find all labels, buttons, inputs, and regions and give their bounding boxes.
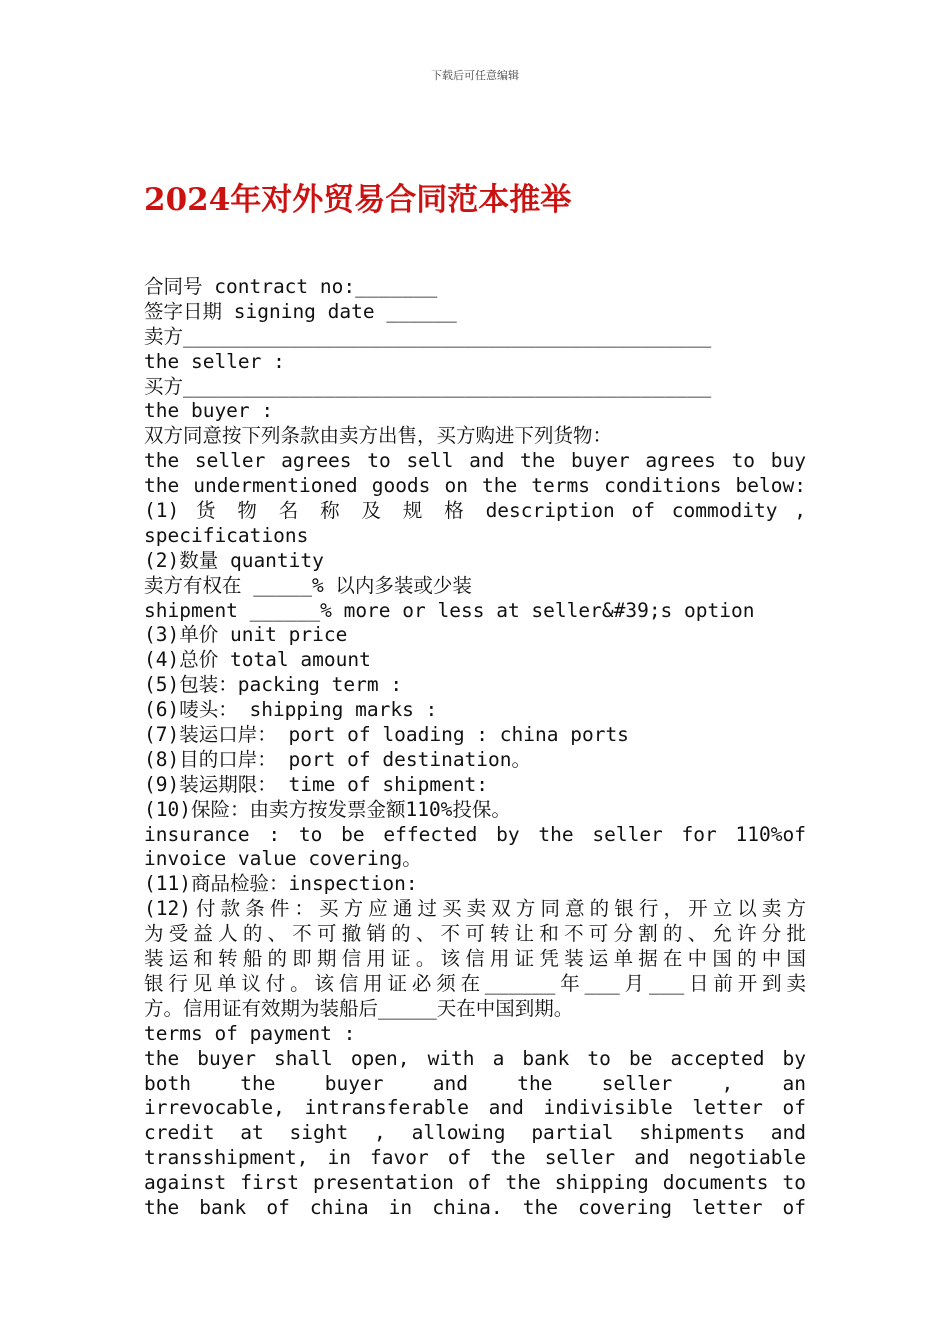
clause-12-payment-cn-1: (12)付款条件：买方应通过买卖双方同意的银行，开立以卖方 (144, 897, 806, 921)
payment-en-2: both the buyer and the seller , an (144, 1071, 806, 1095)
clause-12-payment-cn-5: 方。信用证有效期为装船后_____天在中国到期。 (144, 996, 574, 1020)
clause-7-port-of-loading: (7)装运口岸： port of loading : china ports (144, 723, 629, 747)
clause-1-specifications: specifications (144, 523, 309, 547)
payment-en-7: the bank of china in china. the covering letter of (144, 1195, 806, 1219)
seller-line: 卖方_____________________________________________ (144, 324, 712, 348)
agreement-line-en-2: the undermentioned goods on the terms conditions below: (144, 474, 806, 498)
buyer-label-line: the buyer : (144, 399, 274, 423)
clause-10-insurance-cn: (10)保险：由卖方按发票金额110%投保。 (144, 797, 511, 821)
agreement-line-cn: 双方同意按下列条款由卖方出售，买方购进下列货物： (144, 424, 613, 448)
clause-5-packing: (5)包装：packing term : (144, 673, 403, 697)
clause-2-quantity: (2)数量 quantity (144, 548, 324, 572)
clause-12-payment-cn-2: 为受益人的、不可撤销的、不可转让和不可分割的、允许分批 (144, 922, 806, 946)
clause-4-total-amount: (4)总价 total amount (144, 648, 371, 672)
clause-12-payment-cn-4: 银行见单议付。该信用证必须在______年___月___日前开到卖 (144, 971, 806, 995)
contract-body (144, 275, 806, 1221)
clause-6-shipping-marks: (6)唛头： shipping marks : (144, 698, 438, 722)
payment-en-6: against first presentation of the shipping documents to (144, 1171, 806, 1195)
document-title: 2024年对外贸易合同范本推举 (144, 182, 572, 218)
payment-en-1: the buyer shall open, with a bank to be accepted by (144, 1046, 806, 1070)
signing-date-line: 签字日期 signing date ______ (144, 299, 457, 323)
clause-2-tolerance-en: shipment ______% more or less at seller&#39;s option (144, 598, 755, 622)
clause-10-insurance-en-1: insurance : to be effected by the seller for 110%of (144, 822, 806, 846)
clause-9-time-of-shipment: (9)装运期限： time of shipment: (144, 772, 489, 796)
page-header-note: 下载后可任意编辑 (431, 69, 519, 82)
payment-en-5: transshipment, in favor of the seller and negotiable (144, 1146, 806, 1170)
clause-1-description: (1) 货 物 名 称 及 规 格 description of commodity , (144, 499, 806, 523)
clause-10-insurance-en-2: invoice value covering。 (144, 847, 422, 871)
payment-en-4: credit at sight , allowing partial shipments and (144, 1121, 806, 1145)
terms-of-payment-label: terms of payment : (144, 1021, 356, 1045)
clause-11-inspection: (11)商品检验：inspection: (144, 872, 418, 896)
agreement-line-en-1: the seller agrees to sell and the buyer agrees to buy (144, 449, 806, 473)
contract-number-line: 合同号 contract no:_______ (144, 275, 438, 298)
seller-label-line: the seller : (144, 349, 285, 373)
clause-3-unit-price: (3)单价 unit price (144, 623, 348, 647)
payment-en-3: irrevocable, intransferable and indivisible letter of (144, 1096, 806, 1120)
clause-8-port-of-destination: (8)目的口岸： port of destination。 (144, 747, 532, 771)
buyer-line: 买方_____________________________________________ (144, 374, 712, 398)
clause-12-payment-cn-3: 装运和转船的即期信用证。该信用证凭装运单据在中国的中国 (144, 947, 806, 971)
clause-2-tolerance-cn: 卖方有权在 _____% 以内多装或少装 (144, 573, 472, 597)
